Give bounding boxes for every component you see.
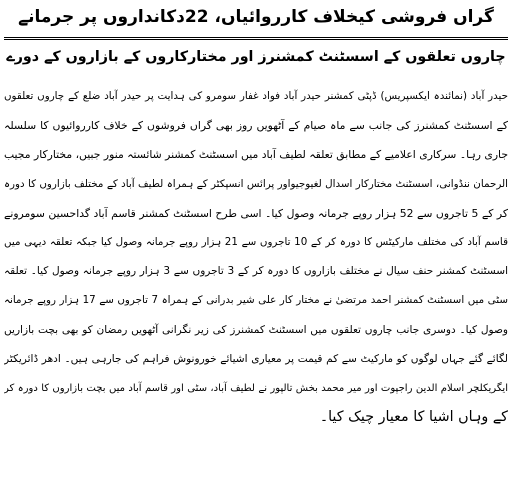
article-line: کر کے 5 تاجروں سے 52 ہزار روپے جرمانہ وصول کیا۔ اسی طرح اسسٹنٹ کمشنر قاسم آباد گداحسین سومرونے: [4, 206, 508, 220]
headline: گراں فروشی کیخلاف کارروائیاں، 22دکانداروں پر جرمانے: [18, 7, 494, 27]
article-line: لگائے گئے جہاں لوگوں کو مارکیٹ سے کم قیمت پر معیاری اشیائے خورونوش فراہم کی جارہی ہیں۔ ادھر ڈائریکٹر: [4, 352, 508, 365]
article-line: اسسٹنٹ کمشنر حنف سیال نے مختلف بازاروں کا دورہ کر کے 3 تاجروں سے 3 ہزار روپے جرمانہ وصول کیا۔ تعلقہ: [4, 265, 508, 278]
article-line: وصول کیا۔ دوسری جانب چاروں تعلقوں میں اسسٹنٹ کمشنرز کی زیر نگرانی آٹھویں رمضان کو بھی بچت بازاریں: [4, 323, 508, 336]
article-line: کے اسسٹنٹ کمشنرز کی جانب سے ماہ صیام کے آٹھویں روز بھی گراں فروشوں کے خلاف کارروائیوں کا سلسلہ: [4, 119, 508, 133]
subheadline: چاروں تعلقوں کے اسسٹنٹ کمشنرز اور مختارکاروں کے بازاروں کے دورے: [6, 49, 506, 65]
article-line: کے وہاں اشیا کا معیار چیک کیا۔: [319, 409, 508, 426]
article-line: قاسم آباد کی مختلف مارکیٹس کا دورہ کر کے 10 تاجروں سے 21 ہزار روپے جرمانہ وصول کیا جبکہ تعلقہ دیہی میں: [4, 235, 508, 248]
article-line: جاری رہا۔ سرکاری اعلامیے کے مطابق تعلقہ لطیف آباد میں اسسٹنٹ کمشنر شائستہ منور جبیں، مختارکار مجیب: [4, 148, 508, 162]
article-line: الرحمان ننڈوانی، اسسٹنٹ مختارکار اسدال لغیوجیواور پرائس انسپکٹر کے ہمراہ لطیف آباد کے مختلف بازاروں کا دورہ: [4, 177, 508, 190]
article-line: ایگریکلچر اسلام الدین راجپوت اور میر محمد بخش تالپور نے لطیف آباد، سٹی اور قاسم آباد میں بچت بازاروں کا دورہ کر: [4, 382, 508, 394]
headline-divider-bottom: [4, 39, 508, 40]
article-line: سٹی میں اسسٹنٹ کمشنر احمد مرتضیٰ نے مختار کار علی شیر بدرانی کے ہمراہ 7 تاجروں سے 17 ہزار روپے جرمانہ: [4, 294, 508, 307]
headline-divider-top: [4, 37, 508, 38]
article-line: حیدر آباد (نمائندہ ایکسپریس) ڈپٹی کمشنر حیدر آباد فواد غفار سومرو کی ہدایت پر حیدر آباد ضلع کے چاروں تعلقوں: [4, 90, 508, 102]
article-body: [4, 82, 508, 432]
